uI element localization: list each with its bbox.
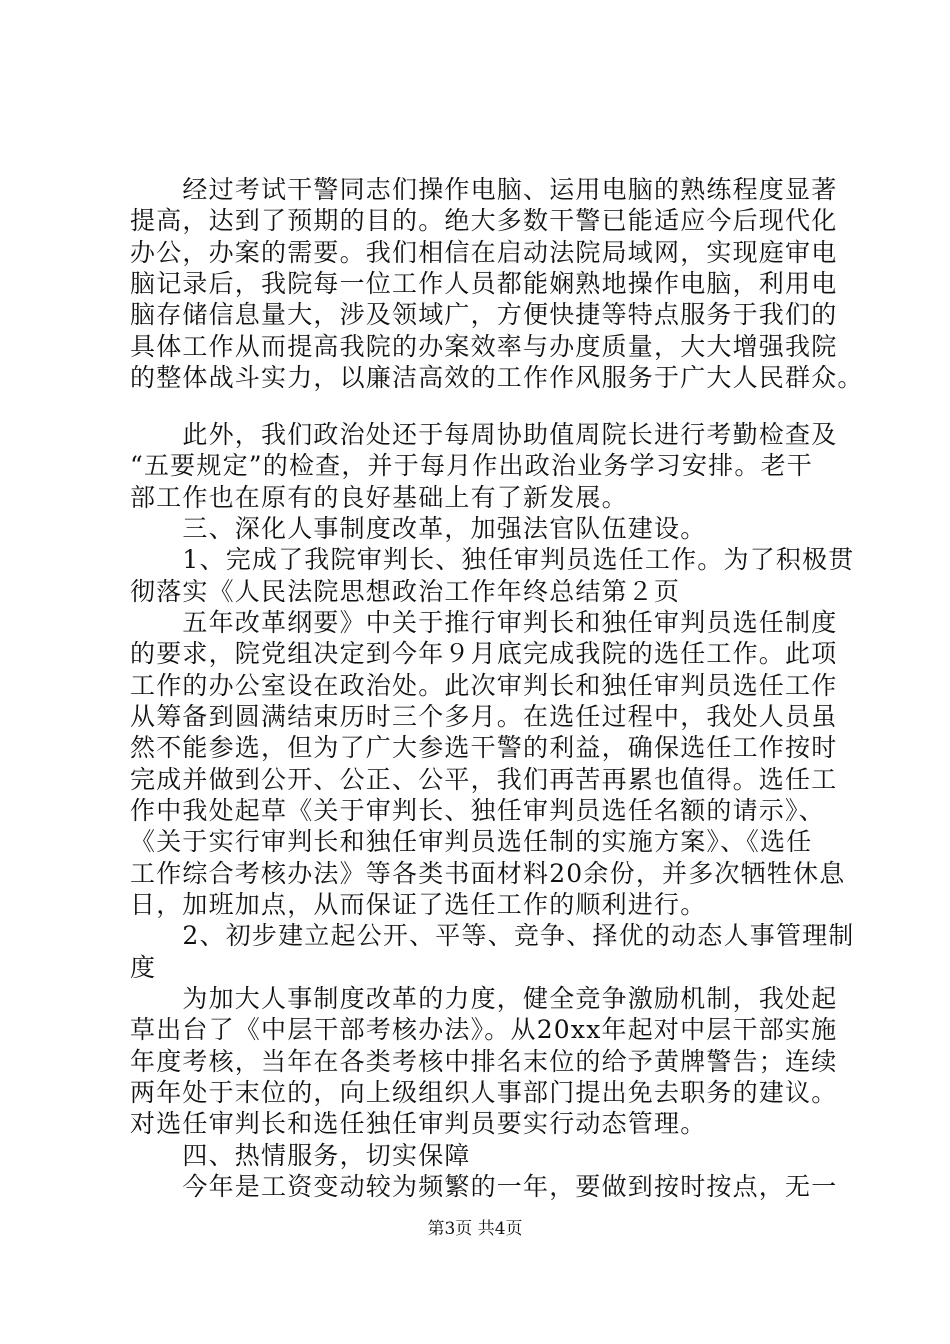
paragraph-line: 工作综合考核办法》等各类书面材料20余份，并多次牺牲休息 <box>130 859 846 888</box>
paragraph-line: 此外，我们政治处还于每周协助值周院长进行考勤检查及 <box>130 420 838 449</box>
paragraph-line: 1、完成了我院审判长、独任审判员选任工作。为了积极贯 <box>130 545 855 574</box>
paragraph-line: 对选任审判长和选任独任审判员要实行动态管理。 <box>130 1109 707 1138</box>
paragraph-line: 《关于实行审判长和独任审判员选任制的实施方案》、《选任 <box>130 827 813 856</box>
paragraph-line: 部工作也在原有的良好基础上有了新发展。 <box>130 483 628 512</box>
paragraph-line: 提高，达到了预期的目的。绝大多数干警已能适应今后现代化 <box>130 206 838 235</box>
paragraph-line: 脑记录后，我院每一位工作人员都能娴熟地操作电脑，利用电 <box>130 269 838 298</box>
page-footer: 第3页 共4页 <box>427 1219 523 1239</box>
paragraph-line: 脑存储信息量大，涉及领域广，方便快捷等特点服务于我们的 <box>130 300 838 329</box>
paragraph-line: 的整体战斗实力，以廉洁高效的工作作风服务于广大人民群众。 <box>130 363 864 392</box>
paragraph-line: 年度考核，当年在各类考核中排名末位的给予黄牌警告；连续 <box>130 1047 838 1076</box>
paragraph-line: 今年是工资变动较为频繁的一年，要做到按时按点，无一 <box>130 1172 838 1201</box>
paragraph-line: 两年处于末位的，向上级组织人事部门提出免去职务的建议。 <box>130 1078 838 1107</box>
paragraph-line: 五年改革纲要》中关于推行审判长和独任审判员选任制度 <box>130 608 838 637</box>
paragraph-line: 草出台了《中层干部考核办法》。从20xx年起对中层干部实施 <box>130 1015 838 1044</box>
paragraph-line: 为加大人事制度改革的力度，健全竞争激励机制，我处起 <box>130 984 838 1013</box>
paragraph-line: 具体工作从而提高我院的办案效率与办度质量，大大增强我院 <box>130 332 838 361</box>
paragraph-line: 彻落实《人民法院思想政治工作年终总结第２页 <box>130 577 681 606</box>
paragraph-line: 日，加班加点，从而保证了选任工作的顺利进行。 <box>130 890 707 919</box>
paragraph-line: 经过考试干警同志们操作电脑、运用电脑的熟练程度显著 <box>130 175 838 204</box>
paragraph-line: 2、初步建立起公开、平等、竞争、择优的动态人事管理制 <box>130 921 855 950</box>
section-heading: 四、热情服务，切实保障 <box>130 1141 471 1170</box>
paragraph-line: 工作的办公室设在政治处。此次审判长和独任审判员选任工作 <box>130 671 838 700</box>
paragraph-line: “五要规定”的检查，并于每月作出政治业务学习安排。老干 <box>130 451 813 480</box>
paragraph-line: 从筹备到圆满结束历时三个多月。在选任过程中，我处人员虽 <box>130 702 838 731</box>
paragraph-line: 然不能参选，但为了广大参选干警的利益，确保选任工作按时 <box>130 733 838 762</box>
paragraph-line: 作中我处起草《关于审判长、独任审判员选任名额的请示》、 <box>130 796 825 825</box>
section-heading: 三、深化人事制度改革，加强法官队伍建设。 <box>130 514 707 543</box>
paragraph-line: 度 <box>130 953 157 982</box>
paragraph-line: 的要求，院党组决定到今年９月底完成我院的选任工作。此项 <box>130 639 838 668</box>
paragraph-line: 完成并做到公开、公正、公平，我们再苦再累也值得。选任工 <box>130 765 838 794</box>
paragraph-line: 办公，办案的需要。我们相信在启动法院局域网，实现庭审电 <box>130 238 838 267</box>
